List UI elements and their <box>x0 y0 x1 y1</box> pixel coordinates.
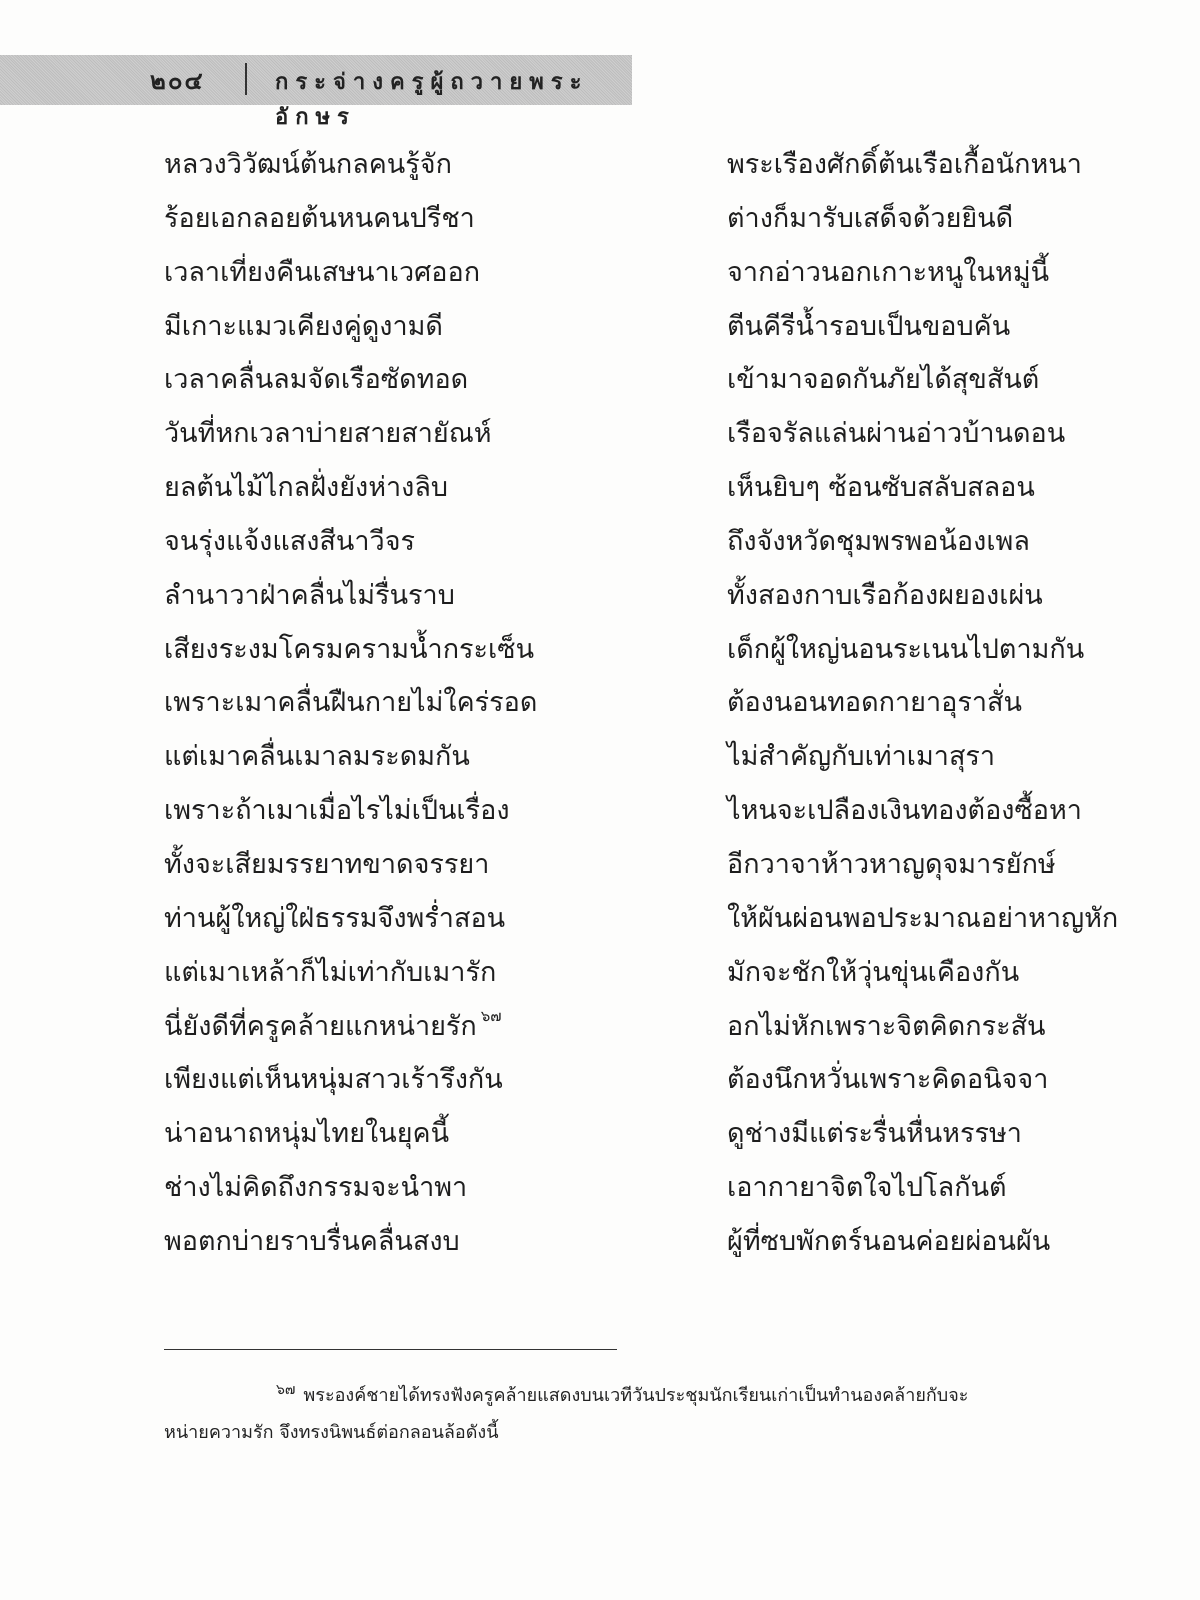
page-number: ๒๐๔ <box>150 66 205 95</box>
verse-line-with-note <box>164 1000 537 1054</box>
verse-line: เสียงระงมโครมครามน้ำกระเซ็น <box>164 633 535 665</box>
verse-line: เพราะถ้าเมาเมื่อไรไม่เป็นเรื่อง <box>164 795 510 827</box>
poem-left-column <box>164 138 537 1269</box>
verse-line: ตีนคีรีน้ำรอบเป็นขอบคัน <box>727 310 1011 342</box>
verse-line: ไหนจะเปลืองเงินทองต้องซื้อหา <box>727 795 1082 827</box>
verse-line: ไม่สำคัญกับเท่าเมาสุรา <box>727 741 996 773</box>
verse-line: เห็นยิบๆ ซ้อนซับสลับสลอน <box>727 472 1035 504</box>
verse-text: นี่ยังดีที่ครูคล้ายแกหน่ายรัก <box>164 1010 477 1042</box>
verse-line: แต่เมาคลื่นเมาลมระดมกัน <box>164 741 470 773</box>
verse-line: ท่านผู้ใหญ่ใฝ่ธรรมจึงพร่ำสอน <box>164 902 506 934</box>
verse-line: เพียงแต่เห็นหนุ่มสาวเร้ารึงกัน <box>164 1064 503 1096</box>
running-header <box>0 55 632 130</box>
verse-line: อกไม่หักเพราะจิตคิดกระสัน <box>727 1010 1046 1042</box>
verse-line: อีกวาจาห้าวหาญดุจมารยักษ์ <box>727 848 1056 880</box>
footnote-line-2: หน่ายความรัก จึงทรงนิพนธ์ต่อกลอนล้อดังนี้ <box>164 1422 499 1443</box>
verse-line: ทั้งสองกาบเรือก้องผยองเผ่น <box>727 579 1043 611</box>
footnote-reference[interactable]: ๖๗ <box>480 1006 502 1025</box>
verse-line: ช่างไม่คิดถึงกรรมจะนำพา <box>164 1172 468 1204</box>
verse-line: มีเกาะแมวเคียงคู่ดูงามดี <box>164 310 443 342</box>
verse-line: ดูช่างมีแต่ระรื่นหื่นหรรษา <box>727 1118 1022 1150</box>
verse-line: น่าอนาถหนุ่มไทยในยุคนี้ <box>164 1118 450 1150</box>
verse-line: ผู้ที่ซบพักตร์นอนค่อยผ่อนผัน <box>727 1225 1051 1257</box>
verse-line: วันที่หกเวลาบ่ายสายสายัณห์ <box>164 418 492 450</box>
verse-line: เวลาคลื่นลมจัดเรือซัดทอด <box>164 364 469 396</box>
verse-line: ลำนาวาฝ่าคลื่นไม่รื่นราบ <box>164 579 455 611</box>
verse-line: ต้องนอนทอดกายาอุราสั่น <box>727 687 1022 719</box>
verse-line: แต่เมาเหล้าก็ไม่เท่ากับเมารัก <box>164 956 497 988</box>
verse-line: เด็กผู้ใหญ่นอนระเนนไปตามกัน <box>727 633 1085 665</box>
verse-line: ถึงจังหวัดชุมพรพอน้องเพล <box>727 525 1030 557</box>
verse-line: พระเรืองศักดิ์ต้นเรือเกื้อนักหนา <box>727 149 1082 180</box>
verse-line: เข้ามาจอดกันภัยได้สุขสันต์ <box>727 364 1040 396</box>
footnote <box>164 1378 1154 1450</box>
verse-line: ร้อยเอกลอยต้นหนคนปรีชา <box>164 202 475 234</box>
verse-line: จนรุ่งแจ้งแสงสีนาวีจร <box>164 525 416 557</box>
book-title: กระจ่างครูผู้ถวายพระอักษร <box>275 70 589 130</box>
verse-line: เรือจรัลแล่นผ่านอ่าวบ้านดอน <box>727 418 1066 450</box>
verse-line: จากอ่าวนอกเกาะหนูในหมู่นี้ <box>727 256 1050 288</box>
verse-line: ต่างก็มารับเสด็จด้วยยินดี <box>727 202 1014 234</box>
verse-line: มักจะชักให้วุ่นขุ่นเคืองกัน <box>727 956 1020 988</box>
verse-line: ยลต้นไม้ไกลฝั่งยังห่างลิบ <box>164 472 449 504</box>
verse-line: ทั้งจะเสียมรรยาทขาดจรรยา <box>164 848 490 880</box>
verse-line: ต้องนึกหวั่นเพราะคิดอนิจจา <box>727 1064 1049 1096</box>
footnote-number: ๖๗ <box>276 1382 296 1398</box>
verse-line: เอากายาจิตใจไปโลกันต์ <box>727 1172 1007 1204</box>
verse-line: พอตกบ่ายราบรื่นคลื่นสงบ <box>164 1225 460 1257</box>
verse-line: ให้ผันผ่อนพอประมาณอย่าหาญหัก <box>727 902 1119 934</box>
verse-line: หลวงวิวัฒน์ต้นกลคนรู้จัก <box>164 149 452 180</box>
verse-line: เพราะเมาคลื่นฝืนกายไม่ใคร่รอด <box>164 687 538 719</box>
header-divider <box>245 63 247 95</box>
footnote-line-1 <box>164 1378 1154 1415</box>
footnote-divider <box>164 1349 617 1350</box>
footnote-text-1: พระองค์ชายได้ทรงฟังครูคล้ายแสดงบนเวทีวันประชุมนักเรียนเก่าเป็นทำนองคล้ายกับจะ <box>303 1385 969 1406</box>
verse-line: เวลาเที่ยงคืนเสษนาเวศออก <box>164 256 481 288</box>
poem-right-column <box>727 138 1118 1269</box>
